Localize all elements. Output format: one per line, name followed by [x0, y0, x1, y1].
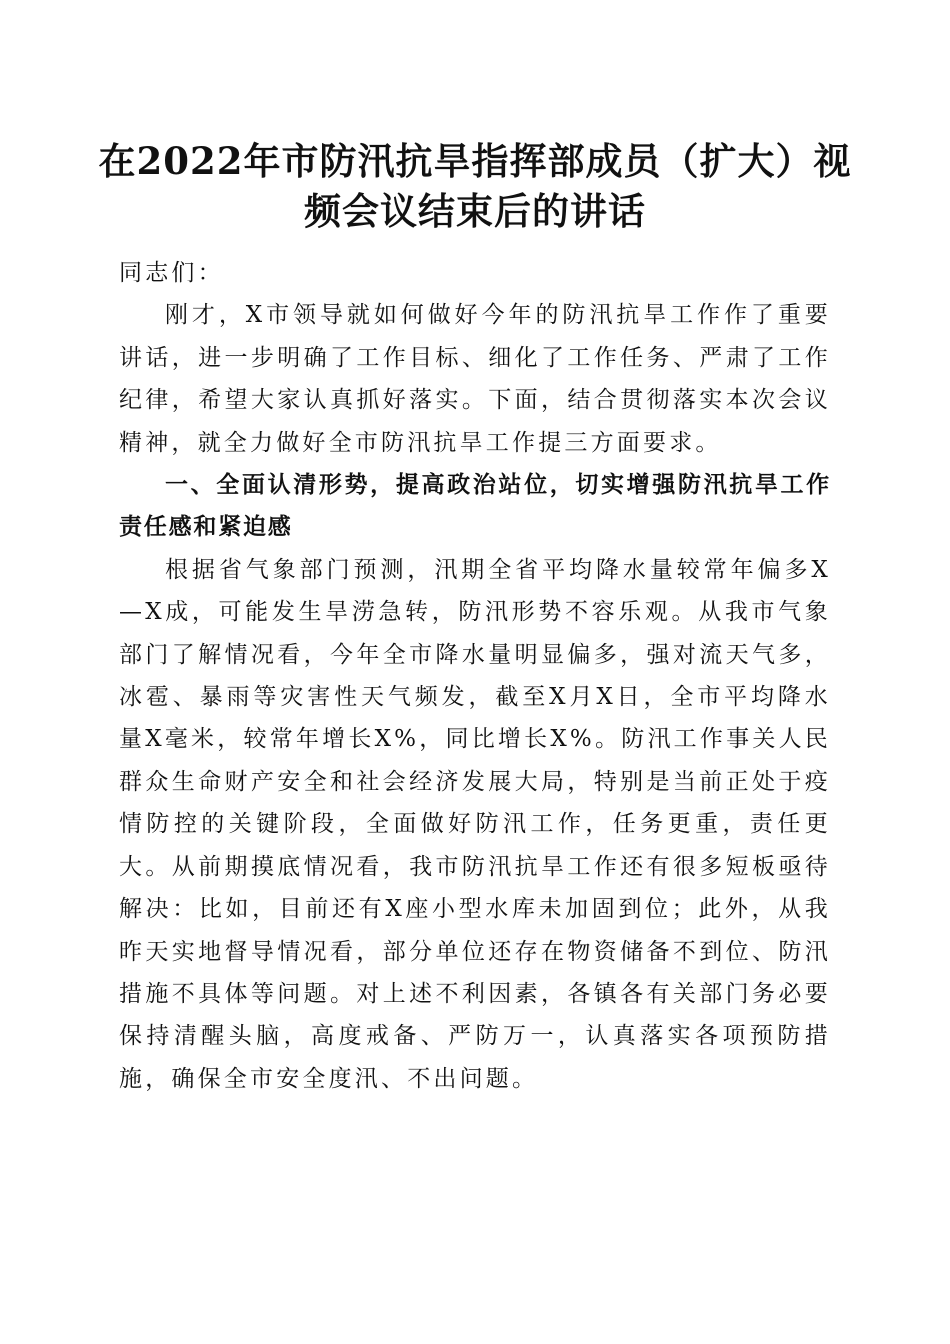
document-title	[90, 136, 860, 236]
section-heading-1: 一、全面认清形势，提高政治站位，切实增强防汛抗旱工作责任感和紧迫感	[119, 472, 831, 541]
title-line-2: 频会议结束后的讲话	[304, 189, 646, 233]
paragraph-intro: 刚才，X市领导就如何做好今年的防汛抗旱工作作了重要讲话，进一步明确了工作目标、细化了工作任务、严肃了工作纪律，希望大家认真抓好落实。下面，结合贯彻落实本次会议精神，就全力做好全市防汛抗旱工作提三方面要求。	[119, 302, 831, 456]
paragraph-situation: 根据省气象部门预测，汛期全省平均降水量较常年偏多X—X成，可能发生旱涝急转，防汛形势不容乐观。从我市气象部门了解情况看，今年全市降水量明显偏多，强对流天气多，冰雹、暴雨等灾害性天气频发，截至X月X日，全市平均降水量X毫米，较常年增长X%，同比增长X%。防汛工作事关人民群众生命财产安全和社会经济发展大局，特别是当前正处于疫情防控的关键阶段，全面做好防汛工作，任务更重，责任更大。从前期摸底情况看，我市防汛抗旱工作还有很多短板亟待解决：比如，目前还有X座小型水库未加固到位；此外，从我昨天实地督导情况看，部分单位还存在物资储备不到位、防汛措施不具体等问题。对上述不利因素，各镇各有关部门务必要保持清醒头脑，高度戒备、严防万一，认真落实各项预防措施，确保全市安全度汛、不出问题。	[119, 556, 831, 1092]
document-body	[119, 252, 831, 1100]
title-line-1: 在2022年市防汛抗旱指挥部成员（扩大）视	[98, 139, 852, 183]
greeting: 同志们：	[119, 260, 224, 286]
